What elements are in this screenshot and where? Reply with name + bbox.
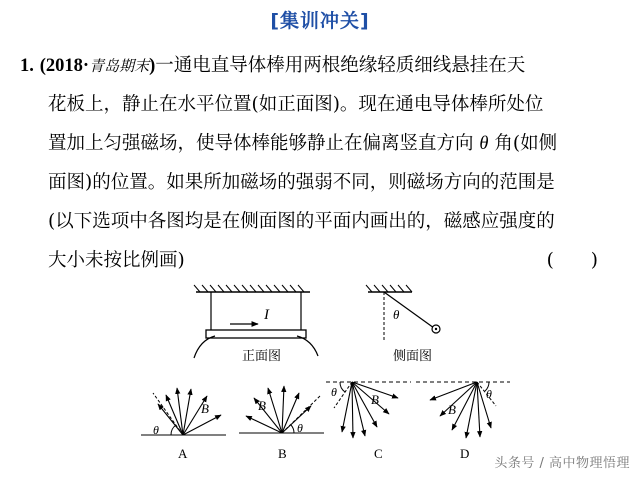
side-theta-label: θ: [393, 307, 400, 322]
option-b-field-label: B: [258, 398, 266, 413]
option-d-field-label: B: [448, 402, 456, 417]
option-a-field-label: B: [201, 401, 209, 416]
question-source-place: 青岛期末: [89, 57, 150, 75]
option-c-label: C: [374, 446, 383, 461]
side-view-label: 侧面图: [393, 349, 433, 364]
question-line-4: 面图)的位置。如果所加磁场的强弱不同，则磁场方向的范围是: [48, 172, 555, 193]
watermark: 头条号 / 高中物理悟理: [494, 456, 630, 471]
option-b-label: B: [278, 446, 287, 461]
option-d-theta: θ: [486, 387, 492, 401]
option-c-diagram: [326, 382, 411, 461]
theta-symbol: θ: [479, 134, 489, 154]
question-number: 1.: [20, 56, 34, 76]
current-label: I: [264, 307, 269, 323]
option-b-diagram: [239, 386, 324, 461]
answer-blank: ( ): [546, 250, 598, 271]
side-view-diagram: [366, 285, 440, 364]
option-c-theta: θ: [331, 385, 337, 399]
question-source-close: ): [149, 56, 156, 76]
question-text-line: 一通电直导体棒用两根绝缘轻质细线悬挂在天: [155, 55, 526, 76]
option-d-diagram: [416, 382, 510, 461]
question-line-5: (以下选项中各图均是在侧面图的平面内画出的，磁感应强度的: [48, 211, 555, 232]
option-a-theta: θ: [153, 423, 159, 437]
option-a-label: A: [178, 446, 188, 461]
front-view-label: 正面图: [242, 349, 282, 364]
option-a-diagram: [141, 388, 226, 461]
question-text-line: 置加上匀强磁场，使导体棒能够静止在偏离竖直方向: [48, 133, 474, 154]
front-view-diagram: [194, 285, 318, 364]
question-source-open: (2018·: [39, 56, 90, 76]
option-c-field-label: B: [371, 392, 379, 407]
option-b-theta: θ: [297, 421, 303, 435]
question-text-line: 角(如侧: [494, 133, 558, 154]
option-d-label: D: [460, 446, 470, 461]
question-text-line: 大小未按比例画): [48, 250, 185, 271]
question-line-2: 花板上，静止在水平位置(如正面图)。现在通电导体棒所处位: [48, 94, 544, 115]
section-title: [集训冲关]: [270, 10, 370, 32]
